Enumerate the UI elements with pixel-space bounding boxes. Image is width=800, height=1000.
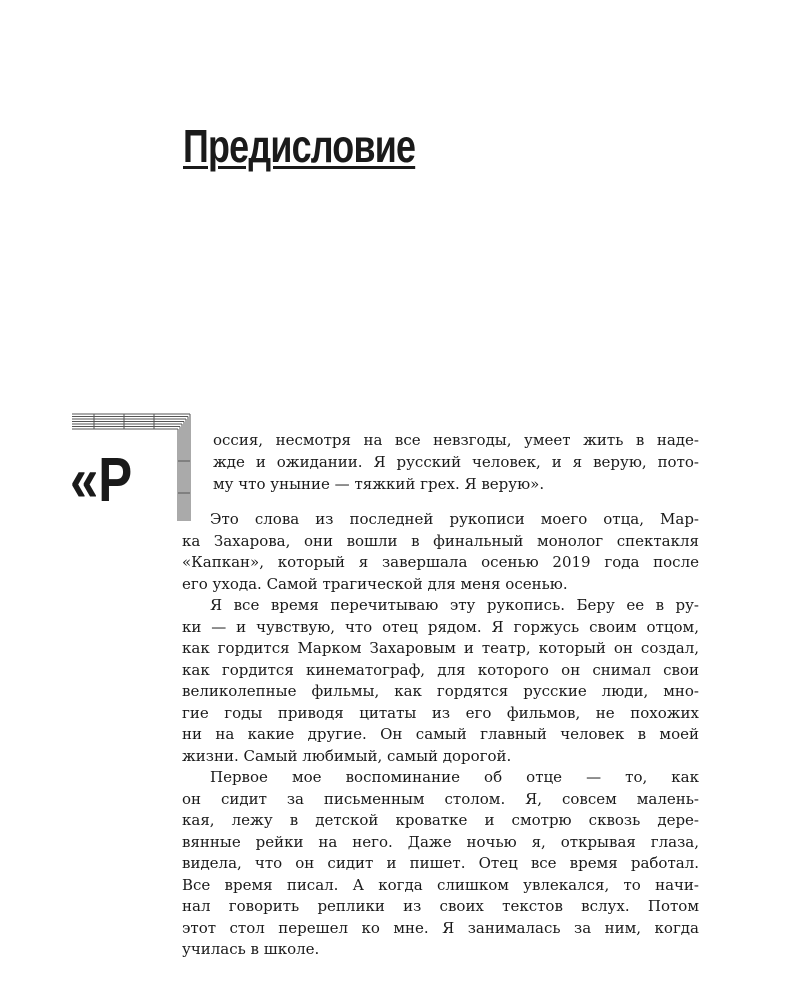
opening-line: оссия, несмотря на все невзгоды, умеет жить в наде- [213,431,699,449]
text-line: он сидит за письменным столом. Я, совсем малень- [182,789,699,808]
text-line: как гордится кинематограф, для которого он снимал свои [182,660,699,679]
text-line: этот стол перешел ко мне. Я занималась за ним, когда [182,918,699,937]
text-line: видела, что он сидит и пишет. Отец все время работал. [182,854,699,872]
text-line: жизни. Самый любимый, самый дорогой. [182,746,512,765]
paragraph [182,595,699,767]
text-line: кая, лежу в детской кроватке и смотрю сквозь дере- [182,811,699,829]
drop-cap-letter: Р [98,446,133,515]
text-line: вянные рейки на него. Даже ночью я, открывая глаза, [182,832,699,851]
drop-cap-quote: « [70,446,99,515]
opening-line: му что уныние — тяжкий грех. Я верую». [213,475,545,493]
text-line: гие годы приводя цитаты из его фильмов, не похожих [182,703,699,722]
text-line: Первое мое воспоминание об отце — то, как [210,768,699,786]
text-line: ни на какие другие. Он самый главный человек в моей [182,725,699,743]
paragraph [182,767,699,961]
text-line: ки — и чувствую, что отец рядом. Я горжусь своим отцом, [182,617,699,636]
paragraph [182,509,699,595]
text-line: нал говорить реплики из своих текстов вслух. Потом [182,897,699,915]
text-line: его ухода. Самой трагической для меня осенью. [182,574,568,593]
opening-line: жде и ожидании. Я русский человек, и я верую, пото- [213,453,699,471]
text-line: Я все время перечитываю эту рукопись. Беру ее в ру- [210,596,699,614]
text-line: Это слова из последней рукописи моего отца, Мар- [210,510,699,528]
drop-cap [70,448,132,514]
text-line: Все время писал. А когда слишком увлекался, то начи- [182,875,699,894]
text-line: великолепные фильмы, как гордятся русские люди, мно- [182,682,699,700]
body-text [182,509,699,961]
opening-paragraph [213,429,699,495]
text-line: «Капкан», который я завершала осенью 2019 года после [182,553,699,571]
text-line: ка Захарова, они вошли в финальный монолог спектакля [182,531,699,550]
text-line: училась в школе. [182,940,320,958]
chapter-title: Предисловие [183,120,416,172]
text-line: как гордится Марком Захаровым и театр, который он создал, [182,639,699,657]
